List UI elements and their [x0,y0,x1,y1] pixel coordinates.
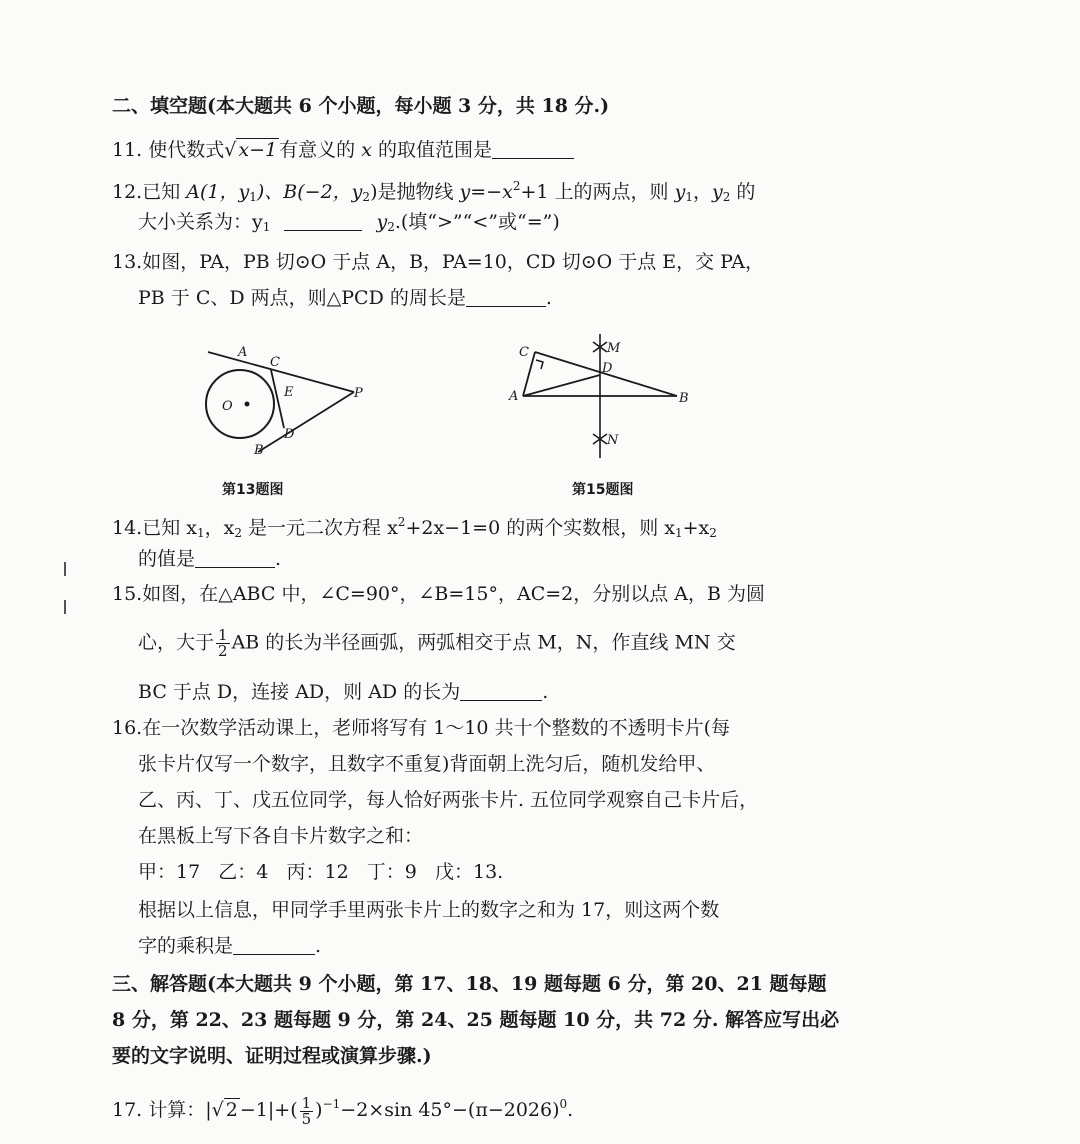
question-17: 17. 计算：|√ 2 −1|+( $\frac{1}{5}$ )$^{-1}$−2×sin $45^\circ-(\pi-2026)^0$. [112,1093,574,1128]
question-16-line6: 根据以上信息，甲同学手里两张卡片上的数字之和为 17，则这两个数 [138,899,720,921]
q13-answer-blank[interactable] [466,288,546,307]
q16-answer-blank[interactable] [233,936,315,955]
q15-line3-text: BC 于点 D，连接 AD，则 AD 的长为 [138,681,461,703]
q13-number: 13. [112,251,143,273]
q14-text-b: ，x [204,517,235,539]
q17-frac-num: 1 [301,1093,312,1112]
q17-frac-den: 5 [301,1109,312,1128]
section3-line2: 8 分，第 22、23 题每题 9 分，第 24、25 题每题 10 分，共 72 分. 解答应写出必 [112,1009,840,1031]
q14-sub2: 2 [234,526,242,540]
q13-line1-text: 如图，PA，PB 切⊙O 于点 A，B，PA=10，CD 切⊙O 于点 E，交 PA， [142,251,764,273]
q11-text-c: 的取值范围是 [377,139,492,161]
q12-sub4: 2 [722,190,731,204]
q16-period: . [315,935,322,957]
question-16-line2: 张卡片仅写一个数字，且数字不重复)背面朝上洗匀后，随机发给甲、 [138,753,716,775]
fig15-label-a: A [509,389,519,404]
q14-period: . [275,548,282,570]
q15-fraction [216,628,230,659]
fig15-label-d: D [602,361,613,376]
question-16-line7 [138,932,321,960]
question-16-line3: 乙、丙、丁、戊五位同学，每人恰好两张卡片. 五位同学观察自己卡片后， [138,789,759,811]
q17-radicand: 2 [225,1099,238,1121]
q17-period: . [567,1099,574,1121]
q12-text-a: 已知 [142,181,181,203]
q15-number: 15. [112,583,143,605]
q15-period: . [542,681,549,703]
q14-text-d: +2x−1=0 的两个实数根，则 x [405,517,675,539]
fig13-line-pb [258,392,354,452]
fig15-label-c: C [519,345,529,360]
fig15-line-ad [523,375,600,396]
question-13-line2 [138,284,552,312]
q12-comma: ， [692,181,712,203]
q12-text-d: 的 [736,181,756,203]
q12-answer-blank[interactable] [284,212,362,231]
figure-13 [200,340,380,470]
q14-text-a: 已知 x [142,517,197,539]
question-16-line4: 在黑板上写下各自卡片数字之和： [138,825,424,847]
question-15-line1 [112,580,765,608]
q17-text-a: 计算：| [148,1099,212,1121]
q12-text-c: 上的两点，则 [554,181,669,203]
section2-title: 二、填空题(本大题共 6 个小题，每小题 3 分，共 18 分.) [112,95,610,117]
question-12-line1 [112,172,755,211]
q12-line2-a: 大小关系为：y [138,211,263,233]
q15-frac-num: 1 [218,626,228,644]
q12-equation: y=−x [459,181,513,203]
question-16-line1 [112,714,730,742]
fig13-label-c: C [270,355,280,370]
q12-sub2: 2 [362,190,371,204]
question-13-line1 [112,248,764,276]
question-16-line5: 甲：17 乙：4 丙：12 丁：9 戊：13. [138,861,504,883]
q14-sub3: 1 [674,526,683,540]
fig13-label-e: E [284,385,294,400]
fig15-caption: 第15题图 [572,482,634,498]
margin-mark [64,562,66,576]
fig13-caption: 第13题图 [222,482,284,498]
q17-fraction [300,1093,314,1128]
q12-line2-b: y [376,211,388,233]
q13-line2-text: PB 于 C、D 两点，则△PCD 的周长是 [138,287,466,309]
q14-number: 14. [112,517,143,539]
q15-line2-a: 心，大于 [138,631,215,654]
q15-frac-den: 2 [218,642,228,660]
q13-period: . [545,287,552,309]
fig13-label-b: B [254,443,264,458]
question-12-line2 [138,208,560,241]
fig13-label-p: P [354,386,363,401]
q11-answer-blank[interactable] [492,140,574,159]
fig13-label-o: O [222,399,233,414]
fig15-label-b: B [679,391,689,406]
q11-text-a: 使代数式 [148,139,225,161]
q11-number: 11. [112,139,143,161]
q17-number: 17. [112,1099,143,1121]
q16-line7-text: 字的乘积是 [138,935,234,957]
q14-sup: 2 [397,515,406,529]
q17-text-c: ) [315,1099,323,1121]
q12-y2: y [711,181,723,203]
q15-line1-text: 如图，在△ABC 中，∠C=90°，∠B=15°，AC=2，分别以点 A，B 为圆 [142,583,766,605]
section3-line3: 要的文字说明、证明过程或演算步骤.) [112,1045,432,1067]
q12-y1: y [674,181,686,203]
q11-radicand: x−1 [238,139,278,161]
q12-text-b: )是抛物线 [370,181,454,203]
section3-line1: 三、解答题(本大题共 9 个小题，第 17、18、19 题每题 6 分，第 20、21 题每题 [112,973,827,995]
question-15-line3 [138,678,548,706]
fig15-label-n: N [607,433,619,448]
q12-equation-b: +1 [520,181,549,203]
margin-mark [64,600,66,614]
q12-sub5: 1 [262,220,271,234]
fig13-center-dot [245,402,250,407]
q12-point-a: A(1，y [186,181,250,203]
q17-sup2: 0 [559,1097,568,1111]
q12-sub6: 2 [387,220,395,234]
q17-text-d: −2×sin 45°−(π−2026) [340,1099,560,1121]
figure-15 [505,330,695,470]
q12-point-b: )、B(−2，y [256,181,363,203]
q14-sub1: 1 [196,526,205,540]
q15-line2-b: AB 的长为半径画弧，两弧相交于点 M，N，作直线 MN 交 [231,631,736,654]
q14-line2-text: 的值是 [138,548,196,570]
q17-text-b: −1|+( [239,1099,298,1121]
q12-line2-c: .(填“>”“<”或“=”) [394,211,560,233]
q15-answer-blank[interactable] [460,682,542,701]
q16-number: 16. [112,717,143,739]
q14-answer-blank[interactable] [195,549,275,568]
question-14-line2 [138,545,281,573]
q17-sup: −1 [322,1097,341,1111]
fig13-circle [206,370,274,438]
question-11: 11. 使代数式√ x−1 有意义的 x 的取值范围是 [112,136,574,164]
q12-sub3: 1 [685,190,693,204]
question-15-line2 [138,628,736,659]
question-14-line1 [112,508,717,547]
q14-text-c: 是一元二次方程 x [248,517,398,539]
q14-text-e: +x [682,517,710,539]
q16-line1-text: 在一次数学活动课上，老师将写有 1～10 共十个整数的不透明卡片(每 [142,717,730,739]
fig13-label-a: A [238,345,248,360]
q12-number: 12. [112,181,143,203]
fig15-label-m: M [607,341,621,356]
fig15-right-angle [536,360,543,369]
q14-sub4: 2 [709,526,717,540]
q12-sub1: 1 [249,190,257,204]
q11-variable: x [361,139,372,161]
fig13-label-d: D [284,427,295,442]
q11-text-b: 有意义的 [279,139,356,161]
q12-sup: 2 [512,179,521,193]
